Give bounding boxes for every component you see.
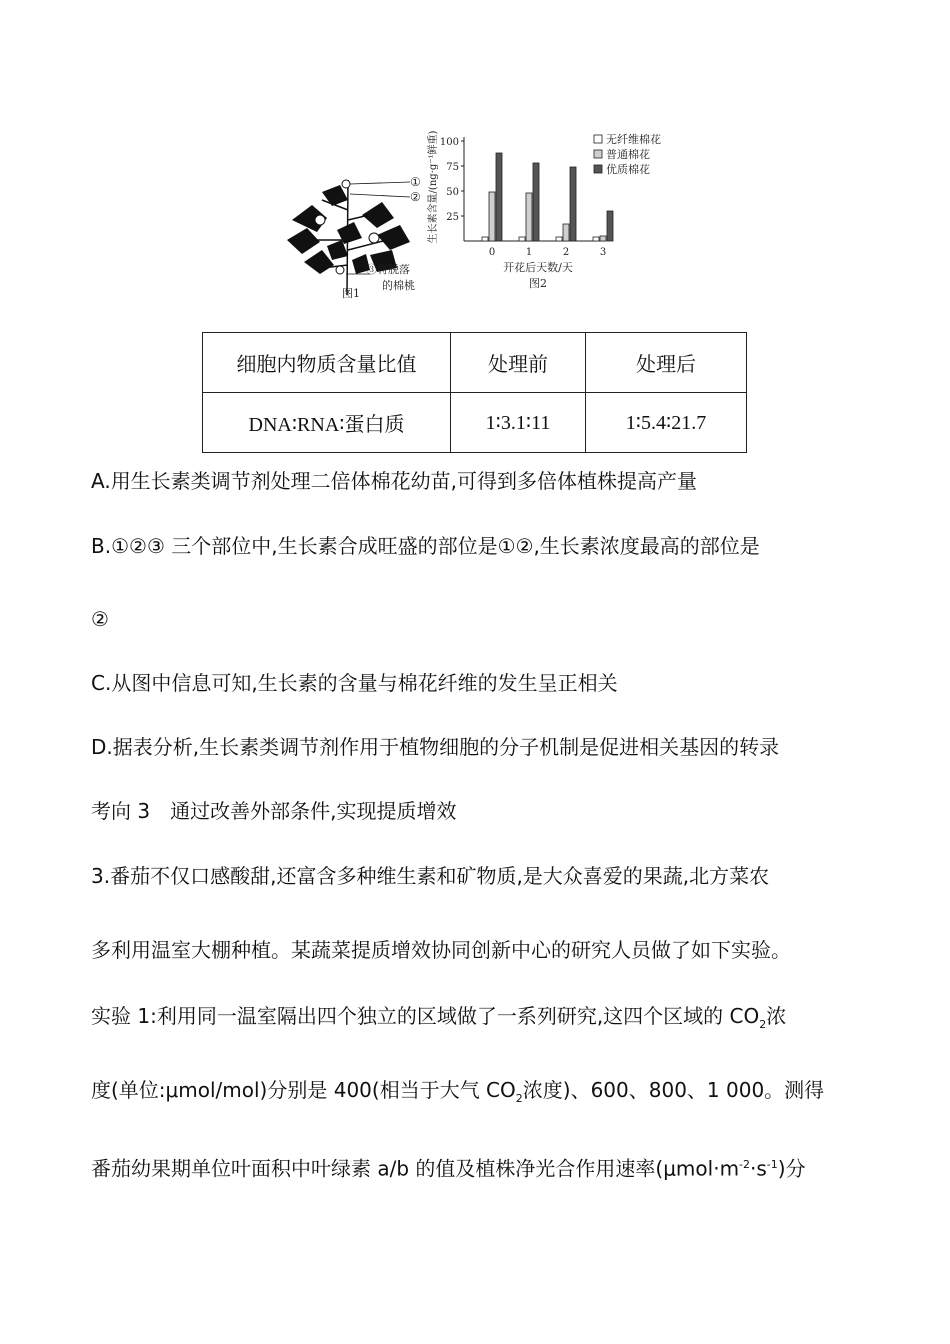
figure1-label-2: ② — [410, 190, 421, 204]
bar — [519, 237, 525, 241]
bar — [533, 163, 539, 241]
bar — [570, 167, 576, 241]
option-c: C.从图中信息可知,生长素的含量与棉花纤维的发生呈正相关 — [91, 671, 618, 695]
figure1-label-4: 的棉桃 — [382, 279, 415, 292]
legend-swatch — [594, 165, 602, 173]
x-tick-label: 3 — [599, 247, 607, 258]
superscript: -2 — [739, 1158, 751, 1171]
y-axis-label: 生长素含量/(ng·g⁻¹鲜重) — [428, 130, 439, 244]
table-cell: 1∶3.1∶11 — [451, 393, 586, 453]
question3-line1: 3.番茄不仅口感酸甜,还富含多种维生素和矿物质,是大众喜爱的果蔬,北方菜农 — [91, 864, 770, 888]
bar — [496, 153, 502, 241]
legend-swatch — [594, 150, 602, 158]
superscript: -1 — [766, 1158, 778, 1171]
legend-label: 优质棉花 — [606, 163, 650, 176]
text-segment: ·s — [750, 1156, 767, 1181]
figure1-caption: 图1 — [342, 287, 360, 300]
question3-line5 — [91, 1152, 806, 1182]
question3-line3 — [91, 1003, 786, 1038]
table-row — [203, 393, 747, 453]
figure2-chart — [424, 125, 684, 295]
question3-line2: 多利用温室大棚种植。某蔬菜提质增效协同创新中心的研究人员做了如下实验。 — [91, 938, 791, 962]
legend-label: 普通棉花 — [606, 148, 650, 161]
bar — [526, 193, 532, 241]
option-b: B.①②③ 三个部位中,生长素合成旺盛的部位是①②,生长素浓度最高的部位是 — [91, 534, 760, 558]
bar — [563, 224, 569, 241]
x-tick-label: 0 — [488, 247, 496, 258]
y-tick-label: 25 — [446, 212, 459, 223]
bar — [489, 192, 495, 241]
x-tick-label: 2 — [562, 247, 570, 258]
option-a: A.用生长素类调节剂处理二倍体棉花幼苗,可得到多倍体植株提高产量 — [91, 469, 698, 493]
bar — [600, 236, 606, 241]
table-header-cell: 处理后 — [586, 333, 747, 393]
y-tick-label: 75 — [446, 162, 459, 173]
table-header-cell: 细胞内物质含量比值 — [203, 333, 451, 393]
figure1-label-3: ③将脱落 — [366, 263, 410, 276]
bar — [607, 211, 613, 241]
text-segment: 浓度)、600、800、1 000。测得 — [522, 1078, 825, 1102]
option-b-continued: ② — [91, 607, 109, 631]
x-axis-label: 开花后天数/天 — [503, 261, 573, 274]
bar — [593, 237, 599, 241]
bar — [556, 237, 562, 241]
subscript: 2 — [515, 1092, 523, 1105]
legend-label: 无纤维棉花 — [606, 133, 661, 146]
subscript: 2 — [759, 1018, 767, 1031]
x-tick-label: 1 — [525, 247, 533, 258]
text-segment: 实验 1:利用同一温室隔出四个独立的区域做了一系列研究,这四个区域的 CO — [91, 1004, 760, 1028]
auxin-bar-chart — [424, 125, 684, 295]
figure1-label-1: ① — [410, 175, 421, 189]
section-heading: 考向 3 通过改善外部条件,实现提质增效 — [91, 799, 457, 823]
text-segment: 浓 — [766, 1004, 787, 1028]
option-d: D.据表分析,生长素类调节剂作用于植物细胞的分子机制是促进相关基因的转录 — [91, 735, 780, 759]
content-ratio-table — [202, 332, 747, 453]
question3-line4 — [91, 1077, 824, 1112]
text-segment: 番茄幼果期单位叶面积中叶绿素 a/b 的值及植株净光合作用速率(μmol·m — [91, 1156, 740, 1181]
legend-swatch — [594, 135, 602, 143]
table-header-cell: 处理前 — [451, 333, 586, 393]
chart-caption: 图2 — [529, 277, 547, 290]
y-tick-label: 50 — [446, 187, 459, 198]
table-cell: DNA∶RNA∶蛋白质 — [203, 393, 451, 453]
text-segment: )分 — [777, 1156, 806, 1181]
y-tick-label: 100 — [439, 137, 459, 148]
table-header-row — [203, 333, 747, 393]
table-cell: 1∶5.4∶21.7 — [586, 393, 747, 453]
bar — [482, 237, 488, 241]
text-segment: 度(单位:μmol/mol)分别是 400(相当于大气 CO — [91, 1078, 516, 1102]
